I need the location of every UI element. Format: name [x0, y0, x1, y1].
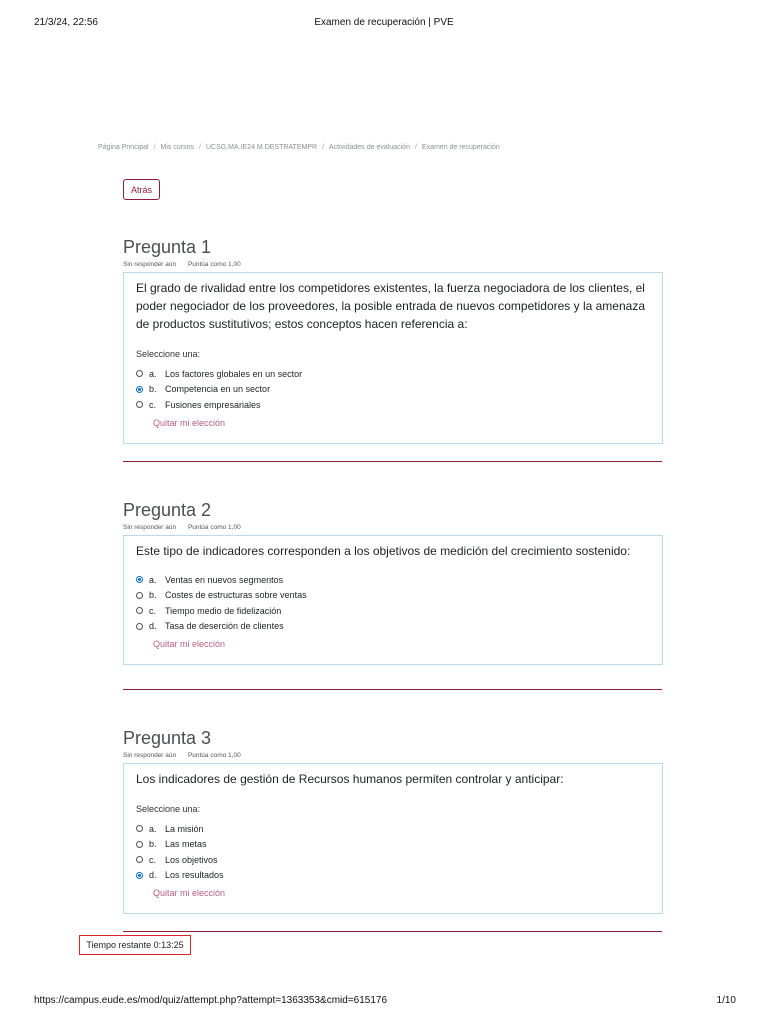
radio-button[interactable] — [136, 401, 143, 408]
question-score: Puntúa como 1,00 — [187, 752, 241, 759]
answer-option[interactable] — [136, 603, 650, 619]
print-datetime: 21/3/24, 22:56 — [34, 17, 98, 28]
question-meta — [123, 752, 663, 761]
radio-button-selected[interactable] — [136, 872, 143, 879]
answer-option[interactable] — [136, 868, 650, 884]
answer-letter: a. — [149, 823, 157, 834]
time-remaining-box — [79, 935, 191, 955]
question-score: Puntúa como 1,00 — [187, 524, 241, 531]
breadcrumb-separator: / — [322, 144, 325, 151]
print-title: Examen de recuperación | PVE — [314, 17, 454, 28]
answer-letter: c. — [149, 854, 157, 865]
breadcrumb-separator: / — [199, 144, 201, 151]
answer-option[interactable] — [136, 821, 650, 837]
radio-button[interactable] — [136, 370, 143, 377]
answer-option[interactable] — [136, 837, 650, 853]
question-prompt: Seleccione una: — [136, 349, 201, 359]
clear-choice-link[interactable]: Quitar mi elección — [153, 417, 226, 428]
divider — [123, 931, 662, 932]
question-text: El grado de rivalidad entre los competidores existentes, la fuerza negociadora de los clientes, el poder negociador de los proveedores, la posible entrada de nuevos competidores y la amenaza de productos sustitutivos; estos conceptos hacen referencia a: — [136, 281, 645, 331]
timer-value: 0:13:25 — [153, 940, 184, 950]
question-status: Sin responder aún — [123, 524, 177, 531]
answer-label: Tiempo medio de fidelización — [165, 605, 282, 616]
answer-label: La misión — [165, 823, 204, 834]
radio-button-selected[interactable] — [136, 576, 143, 583]
answer-letter: c. — [149, 399, 157, 410]
question-meta — [123, 524, 663, 533]
breadcrumb-separator: / — [414, 144, 417, 151]
question-text: Este tipo de indicadores corresponden a los objetivos de medición del crecimiento sostenido: — [136, 544, 631, 558]
answer-letter: b. — [149, 384, 157, 395]
question-1 — [123, 236, 663, 444]
question-title: Pregunta 3 — [123, 728, 212, 748]
answer-option[interactable] — [136, 572, 650, 588]
print-page-number: 1/10 — [716, 995, 736, 1006]
breadcrumb — [98, 144, 500, 151]
breadcrumb-item-exam[interactable]: Examen de recuperación — [421, 144, 500, 151]
answer-label: Los objetivos — [165, 854, 218, 865]
breadcrumb-separator: / — [153, 144, 156, 151]
answer-option[interactable] — [136, 588, 650, 604]
question-meta — [123, 261, 663, 270]
question-2 — [123, 499, 663, 665]
answer-letter: d. — [149, 870, 157, 881]
timer-label: Tiempo restante — [86, 940, 152, 950]
radio-button[interactable] — [136, 841, 143, 848]
question-box — [123, 535, 663, 665]
radio-button[interactable] — [136, 856, 143, 863]
radio-button[interactable] — [136, 623, 143, 630]
breadcrumb-item-activities[interactable]: Actividades de evaluación — [329, 144, 410, 151]
answer-letter: a. — [149, 368, 157, 379]
question-status: Sin responder aún — [123, 752, 177, 759]
clear-choice-link[interactable]: Quitar mi elección — [153, 888, 226, 898]
answer-label: Las metas — [165, 839, 207, 850]
radio-button[interactable] — [136, 825, 143, 832]
answer-option[interactable] — [136, 382, 650, 398]
question-3 — [123, 727, 663, 914]
question-status: Sin responder aún — [123, 261, 177, 268]
answer-option[interactable] — [136, 852, 650, 868]
question-score: Puntúa como 1,00 — [187, 261, 241, 268]
question-box — [123, 272, 663, 444]
breadcrumb-item-home[interactable]: Página Principal — [98, 144, 149, 151]
question-prompt: Seleccione una: — [136, 804, 201, 814]
answer-label: Los resultados — [165, 870, 224, 881]
question-title: Pregunta 2 — [123, 500, 212, 520]
answer-label: Los factores globales en un sector — [165, 368, 303, 379]
question-title: Pregunta 1 — [123, 237, 212, 257]
answer-label: Competencia en un sector — [165, 384, 271, 395]
answer-label: Fusiones empresariales — [165, 399, 261, 410]
divider — [123, 461, 662, 462]
answer-letter: b. — [149, 590, 157, 601]
answer-option[interactable] — [136, 397, 650, 413]
divider — [123, 689, 662, 690]
radio-button[interactable] — [136, 607, 143, 614]
question-text: Los indicadores de gestión de Recursos humanos permiten controlar y anticipar: — [136, 772, 564, 786]
answer-label: Tasa de deserción de clientes — [165, 621, 284, 632]
answer-option[interactable] — [136, 619, 650, 635]
answer-letter: d. — [149, 621, 157, 632]
answer-letter: c. — [149, 605, 157, 616]
print-header — [0, 17, 768, 31]
radio-button[interactable] — [136, 592, 143, 599]
back-button[interactable]: Atrás — [123, 179, 160, 200]
print-url: https://campus.eude.es/mod/quiz/attempt.php?attempt=1363353&cmid=615176 — [34, 995, 388, 1006]
question-box — [123, 763, 663, 914]
radio-button-selected[interactable] — [136, 386, 143, 393]
clear-choice-link[interactable]: Quitar mi elección — [153, 639, 226, 649]
answer-letter: a. — [149, 574, 157, 585]
answer-letter: b. — [149, 839, 157, 850]
breadcrumb-item-course[interactable]: UCSG.MA.IE24.M.DESTRATEMPR — [205, 144, 318, 151]
answer-label: Ventas en nuevos segmentos — [165, 574, 284, 585]
answer-label: Costes de estructuras sobre ventas — [165, 590, 307, 601]
answer-option[interactable] — [136, 366, 650, 382]
breadcrumb-item-my-courses[interactable]: Mis cursos — [160, 144, 194, 151]
